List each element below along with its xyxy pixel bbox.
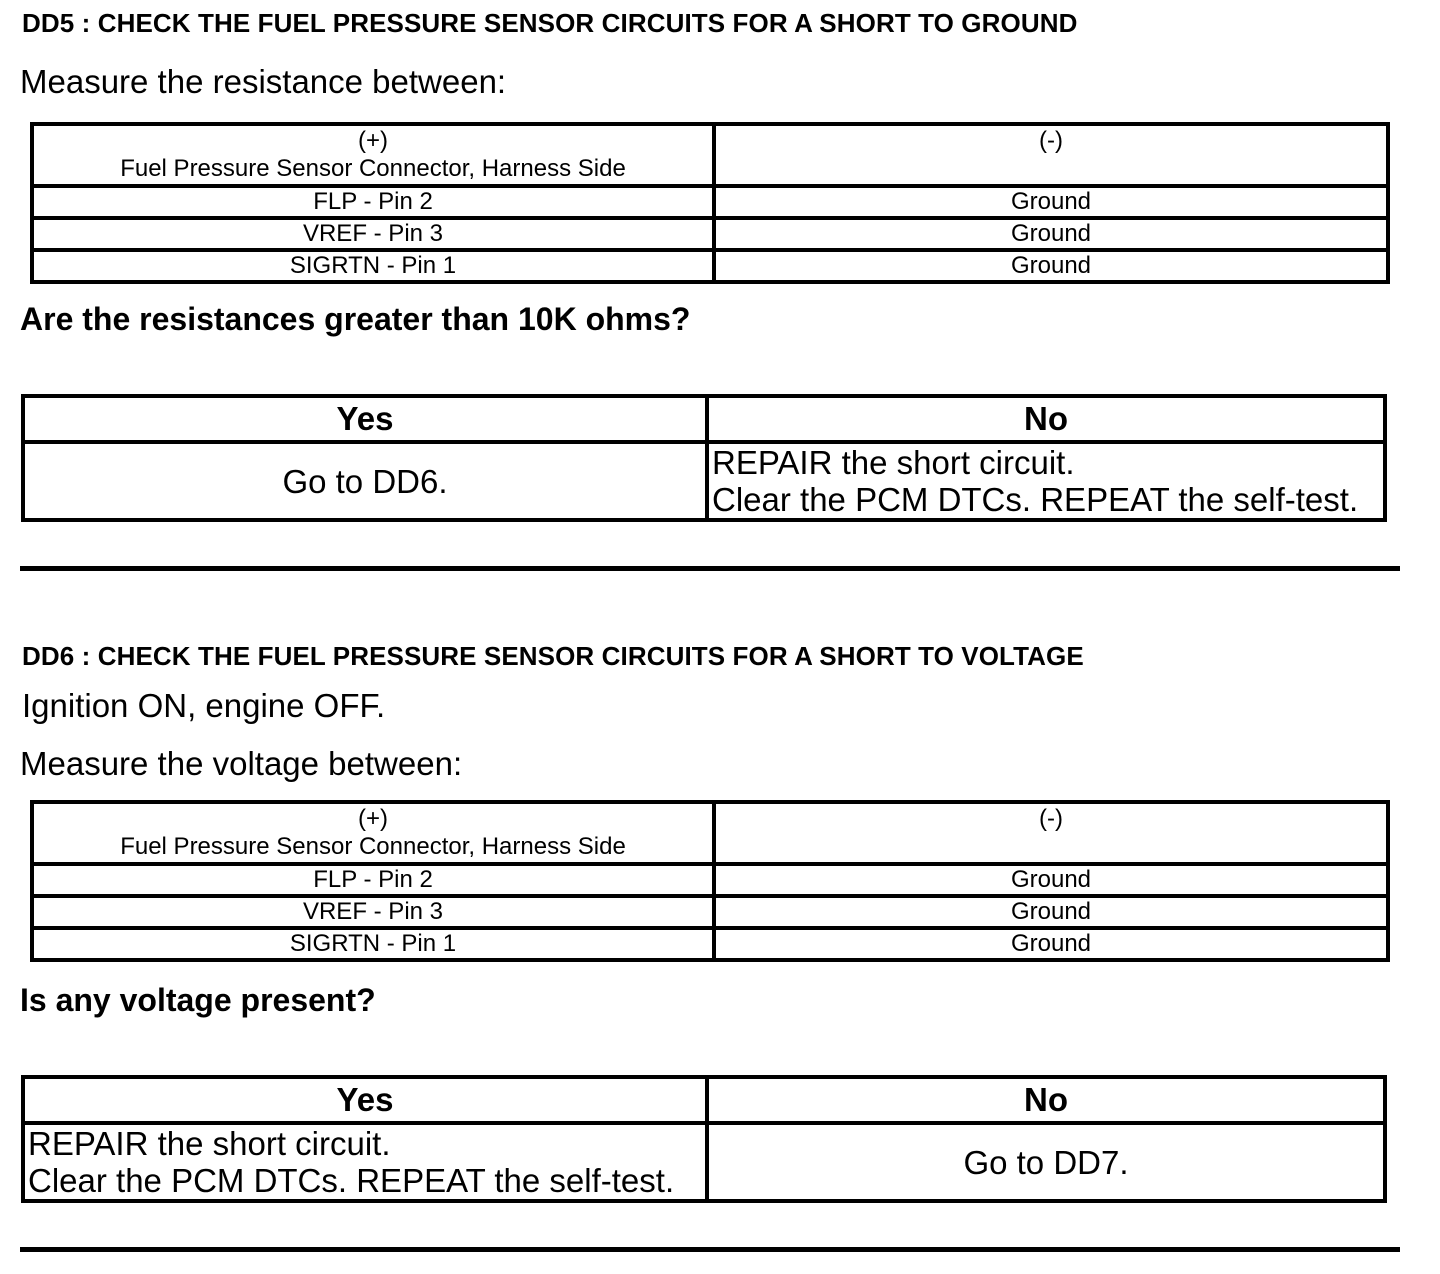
minus-ground-cell: Ground xyxy=(714,896,1388,928)
minus-column-header xyxy=(714,802,1388,864)
section-divider xyxy=(20,566,1400,571)
minus-ground-cell: Ground xyxy=(714,250,1388,282)
minus-column-header xyxy=(714,124,1388,186)
no-header: No xyxy=(707,396,1385,442)
plus-connector-label: Fuel Pressure Sensor Connector, Harness Side xyxy=(120,833,626,860)
plus-column-header xyxy=(32,802,714,864)
dd5-answer-table xyxy=(21,394,1387,522)
no-header: No xyxy=(707,1077,1385,1123)
dd6-step-title: DD6 : CHECK THE FUEL PRESSURE SENSOR CIRCUITS FOR A SHORT TO VOLTAGE xyxy=(22,641,1084,671)
table-row xyxy=(32,896,1388,928)
no-action-line: Clear the PCM DTCs. REPEAT the self-test. xyxy=(712,481,1359,518)
no-action xyxy=(707,442,1385,520)
plus-symbol: (+) xyxy=(358,805,388,832)
dd6-instruction: Measure the voltage between: xyxy=(20,745,463,782)
table-row xyxy=(32,186,1388,218)
minus-ground-cell: Ground xyxy=(714,218,1388,250)
plus-pin-cell: FLP - Pin 2 xyxy=(32,186,714,218)
yes-action-line: REPAIR the short circuit. xyxy=(28,1125,391,1162)
minus-symbol: (-) xyxy=(1039,805,1063,832)
dd5-step-title: DD5 : CHECK THE FUEL PRESSURE SENSOR CIRCUITS FOR A SHORT TO GROUND xyxy=(22,8,1078,38)
no-action: Go to DD7. xyxy=(707,1123,1385,1201)
plus-connector-label: Fuel Pressure Sensor Connector, Harness Side xyxy=(120,155,626,182)
yes-action xyxy=(23,1123,707,1201)
minus-ground-cell: Ground xyxy=(714,864,1388,896)
plus-pin-cell: SIGRTN - Pin 1 xyxy=(32,250,714,282)
table-row xyxy=(32,250,1388,282)
minus-symbol: (-) xyxy=(1039,127,1063,154)
minus-ground-cell: Ground xyxy=(714,186,1388,218)
plus-symbol: (+) xyxy=(358,127,388,154)
dd6-precondition: Ignition ON, engine OFF. xyxy=(22,687,386,724)
section-divider xyxy=(20,1247,1400,1252)
table-row xyxy=(32,218,1388,250)
plus-pin-cell: SIGRTN - Pin 1 xyxy=(32,928,714,960)
dd5-question: Are the resistances greater than 10K ohms? xyxy=(20,301,691,337)
plus-column-header xyxy=(32,124,714,186)
yes-action-line: Clear the PCM DTCs. REPEAT the self-test. xyxy=(28,1162,675,1199)
yes-header: Yes xyxy=(23,396,707,442)
dd5-instruction: Measure the resistance between: xyxy=(20,63,507,100)
dd6-question: Is any voltage present? xyxy=(20,982,376,1018)
dd6-answer-table xyxy=(21,1075,1387,1203)
yes-action: Go to DD6. xyxy=(23,442,707,520)
dd6-measurement-table xyxy=(30,800,1390,962)
no-action-line: REPAIR the short circuit. xyxy=(712,444,1075,481)
plus-pin-cell: VREF - Pin 3 xyxy=(32,218,714,250)
minus-ground-cell: Ground xyxy=(714,928,1388,960)
table-row xyxy=(32,928,1388,960)
yes-header: Yes xyxy=(23,1077,707,1123)
table-row xyxy=(32,864,1388,896)
plus-pin-cell: VREF - Pin 3 xyxy=(32,896,714,928)
plus-pin-cell: FLP - Pin 2 xyxy=(32,864,714,896)
dd5-measurement-table xyxy=(30,122,1390,284)
